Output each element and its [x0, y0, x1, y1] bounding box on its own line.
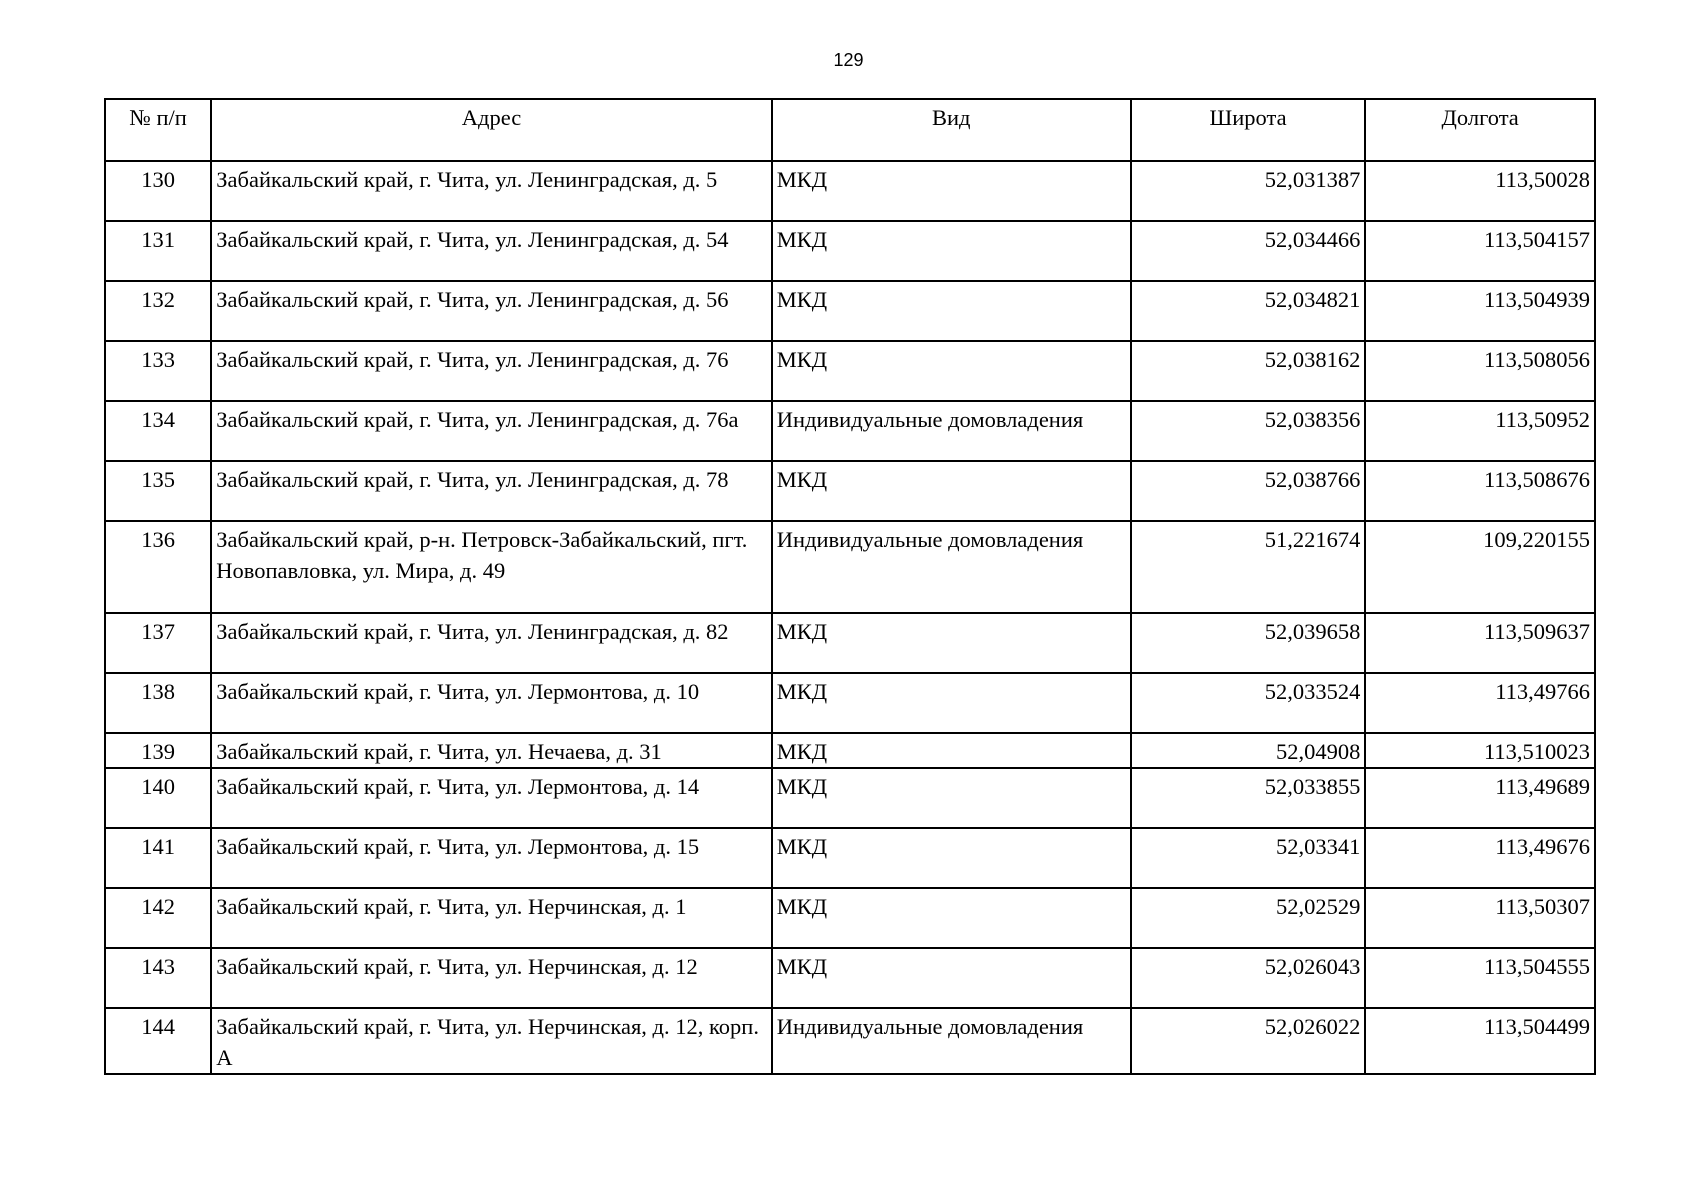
table-header-row — [105, 99, 1595, 161]
cell-num: 132 — [105, 281, 211, 341]
cell-lat: 52,038162 — [1131, 341, 1366, 401]
cell-address: Забайкальский край, г. Чита, ул. Лермонтова, д. 15 — [211, 828, 772, 888]
cell-lon: 113,508676 — [1365, 461, 1595, 521]
cell-type: МКД — [772, 733, 1131, 768]
table-row — [105, 521, 1595, 613]
cell-type: МКД — [772, 461, 1131, 521]
cell-num: 143 — [105, 948, 211, 1008]
cell-lat: 52,03341 — [1131, 828, 1366, 888]
cell-lon: 109,220155 — [1365, 521, 1595, 613]
cell-lon: 113,49689 — [1365, 768, 1595, 828]
cell-type: МКД — [772, 948, 1131, 1008]
cell-lon: 113,49676 — [1365, 828, 1595, 888]
cell-lat: 52,039658 — [1131, 613, 1366, 673]
cell-lon: 113,504157 — [1365, 221, 1595, 281]
table-row — [105, 281, 1595, 341]
cell-lon: 113,504555 — [1365, 948, 1595, 1008]
table-row — [105, 948, 1595, 1008]
cell-address: Забайкальский край, г. Чита, ул. Ленинградская, д. 82 — [211, 613, 772, 673]
table-row — [105, 1008, 1595, 1074]
cell-num: 130 — [105, 161, 211, 221]
table-row — [105, 768, 1595, 828]
cell-lon: 113,504499 — [1365, 1008, 1595, 1074]
cell-address: Забайкальский край, р-н. Петровск-Забайкальский, пгт. Новопавловка, ул. Мира, д. 49 — [211, 521, 772, 613]
cell-lat: 52,038766 — [1131, 461, 1366, 521]
cell-type: МКД — [772, 828, 1131, 888]
cell-num: 139 — [105, 733, 211, 768]
cell-lat: 51,221674 — [1131, 521, 1366, 613]
cell-type: Индивидуальные домовладения — [772, 1008, 1131, 1074]
cell-address: Забайкальский край, г. Чита, ул. Нерчинская, д. 12, корп. А — [211, 1008, 772, 1074]
address-table — [104, 98, 1596, 1075]
cell-type: МКД — [772, 673, 1131, 733]
cell-type: МКД — [772, 768, 1131, 828]
table-row — [105, 461, 1595, 521]
cell-num: 131 — [105, 221, 211, 281]
cell-type: Индивидуальные домовладения — [772, 401, 1131, 461]
table-row — [105, 161, 1595, 221]
cell-lon: 113,510023 — [1365, 733, 1595, 768]
header-lon: Долгота — [1365, 99, 1595, 161]
cell-num: 134 — [105, 401, 211, 461]
cell-num: 144 — [105, 1008, 211, 1074]
cell-num: 138 — [105, 673, 211, 733]
cell-lat: 52,033855 — [1131, 768, 1366, 828]
page-number: 129 — [833, 50, 864, 70]
cell-type: МКД — [772, 613, 1131, 673]
cell-lat: 52,026043 — [1131, 948, 1366, 1008]
cell-address: Забайкальский край, г. Чита, ул. Лермонтова, д. 10 — [211, 673, 772, 733]
cell-num: 141 — [105, 828, 211, 888]
header-lat: Широта — [1131, 99, 1366, 161]
table-row — [105, 733, 1595, 768]
cell-address: Забайкальский край, г. Чита, ул. Ленинградская, д. 76а — [211, 401, 772, 461]
table-row — [105, 401, 1595, 461]
cell-lon: 113,50952 — [1365, 401, 1595, 461]
cell-num: 135 — [105, 461, 211, 521]
cell-lat: 52,034821 — [1131, 281, 1366, 341]
table-row — [105, 673, 1595, 733]
cell-address: Забайкальский край, г. Чита, ул. Ленинградская, д. 5 — [211, 161, 772, 221]
cell-address: Забайкальский край, г. Чита, ул. Нечаева, д. 31 — [211, 733, 772, 768]
cell-lat: 52,033524 — [1131, 673, 1366, 733]
cell-address: Забайкальский край, г. Чита, ул. Нерчинская, д. 12 — [211, 948, 772, 1008]
cell-address: Забайкальский край, г. Чита, ул. Лермонтова, д. 14 — [211, 768, 772, 828]
cell-lat: 52,02529 — [1131, 888, 1366, 948]
cell-lon: 113,508056 — [1365, 341, 1595, 401]
cell-type: МКД — [772, 161, 1131, 221]
header-type: Вид — [772, 99, 1131, 161]
cell-num: 142 — [105, 888, 211, 948]
table-row — [105, 828, 1595, 888]
cell-num: 136 — [105, 521, 211, 613]
table-row — [105, 888, 1595, 948]
cell-lat: 52,034466 — [1131, 221, 1366, 281]
cell-num: 140 — [105, 768, 211, 828]
cell-type: Индивидуальные домовладения — [772, 521, 1131, 613]
cell-type: МКД — [772, 281, 1131, 341]
cell-address: Забайкальский край, г. Чита, ул. Ленинградская, д. 78 — [211, 461, 772, 521]
cell-lat: 52,038356 — [1131, 401, 1366, 461]
header-address: Адрес — [211, 99, 772, 161]
cell-lat: 52,026022 — [1131, 1008, 1366, 1074]
cell-address: Забайкальский край, г. Чита, ул. Нерчинская, д. 1 — [211, 888, 772, 948]
header-num: № п/п — [105, 99, 211, 161]
cell-type: МКД — [772, 221, 1131, 281]
table-row — [105, 221, 1595, 281]
cell-lat: 52,04908 — [1131, 733, 1366, 768]
cell-lon: 113,504939 — [1365, 281, 1595, 341]
cell-lon: 113,50028 — [1365, 161, 1595, 221]
table-row — [105, 341, 1595, 401]
cell-num: 137 — [105, 613, 211, 673]
cell-lon: 113,509637 — [1365, 613, 1595, 673]
cell-address: Забайкальский край, г. Чита, ул. Ленинградская, д. 56 — [211, 281, 772, 341]
cell-address: Забайкальский край, г. Чита, ул. Ленинградская, д. 54 — [211, 221, 772, 281]
table-row — [105, 613, 1595, 673]
cell-address: Забайкальский край, г. Чита, ул. Ленинградская, д. 76 — [211, 341, 772, 401]
cell-lon: 113,49766 — [1365, 673, 1595, 733]
cell-type: МКД — [772, 341, 1131, 401]
cell-num: 133 — [105, 341, 211, 401]
cell-lat: 52,031387 — [1131, 161, 1366, 221]
cell-type: МКД — [772, 888, 1131, 948]
cell-lon: 113,50307 — [1365, 888, 1595, 948]
